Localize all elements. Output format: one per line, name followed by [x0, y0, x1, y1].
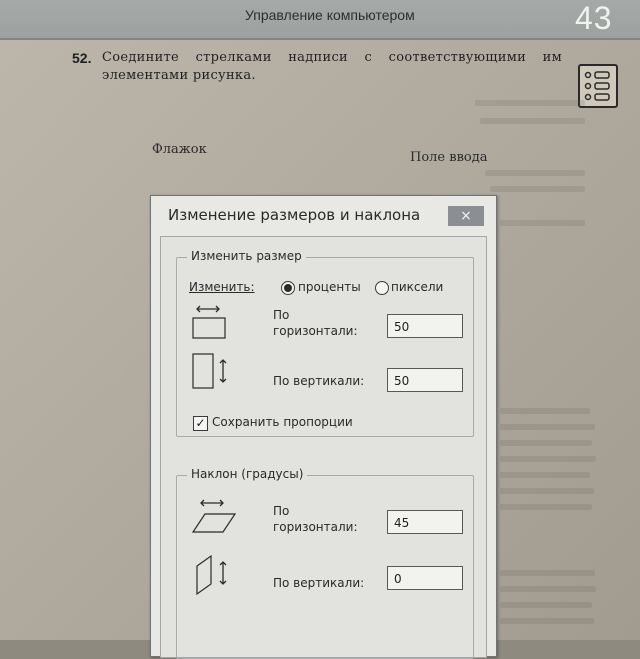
show-through-text — [500, 618, 594, 624]
dialog-titlebar — [151, 196, 496, 236]
dialog-title: Изменение размеров и наклона — [168, 206, 421, 224]
resize-vertical-input[interactable]: 50 — [387, 368, 463, 392]
show-through-text — [500, 220, 585, 226]
dialog-body — [160, 236, 487, 658]
show-through-text — [500, 602, 592, 608]
skew-group — [176, 467, 474, 659]
show-through-text — [485, 170, 585, 176]
keep-proportions-checkbox[interactable]: ✓ — [193, 416, 208, 431]
keep-proportions-label: Сохранить пропорции — [212, 415, 353, 429]
horizontal-skew-icon — [191, 498, 241, 544]
input-field-caption: Поле ввода — [410, 150, 488, 165]
skew-horizontal-label-2: горизонтали: — [273, 520, 358, 534]
show-through-text — [500, 570, 595, 576]
resize-horizontal-input[interactable]: 50 — [387, 314, 463, 338]
resize-vertical-label: По вертикали: — [273, 374, 365, 388]
vertical-skew-icon — [193, 554, 237, 604]
chapter-title: Управление компьютером — [245, 7, 415, 23]
skew-vertical-label: По вертикали: — [273, 576, 365, 590]
show-through-text — [500, 440, 592, 446]
page-number: 43 — [575, 0, 613, 36]
page-header — [0, 0, 640, 40]
skew-horizontal-input[interactable]: 45 — [387, 510, 463, 534]
show-through-text — [500, 472, 590, 478]
show-through-text — [500, 456, 596, 462]
show-through-text — [475, 100, 585, 106]
task-number: 52. — [72, 50, 92, 66]
pixels-radio-label: пиксели — [391, 280, 444, 294]
resize-group-legend: Изменить размер — [187, 249, 306, 263]
change-label: Изменить: — [189, 280, 255, 294]
task-text: Соедините стрелками надписи с соответствующими им элементами рисунка. — [102, 50, 562, 83]
show-through-text — [500, 586, 596, 592]
checkbox-caption: Флажок — [152, 142, 207, 157]
show-through-text — [490, 186, 585, 192]
resize-horizontal-label-2: горизонтали: — [273, 324, 358, 338]
percent-radio-label: проценты — [298, 280, 361, 294]
skew-group-legend: Наклон (градусы) — [187, 467, 307, 481]
percent-radio[interactable] — [281, 281, 295, 295]
show-through-text — [500, 488, 594, 494]
show-through-text — [500, 504, 592, 510]
resize-skew-dialog — [150, 195, 497, 657]
resize-group — [176, 249, 474, 437]
show-through-text — [500, 408, 590, 414]
vertical-resize-icon — [191, 352, 235, 398]
show-through-text — [480, 118, 585, 124]
pixels-radio[interactable] — [375, 281, 389, 295]
resize-horizontal-label-1: По — [273, 308, 290, 322]
skew-horizontal-label-1: По — [273, 504, 290, 518]
horizontal-resize-icon — [189, 304, 233, 346]
show-through-text — [500, 424, 595, 430]
skew-vertical-input[interactable]: 0 — [387, 566, 463, 590]
close-button[interactable]: × — [448, 206, 484, 226]
radio-selected-dot — [284, 284, 292, 292]
